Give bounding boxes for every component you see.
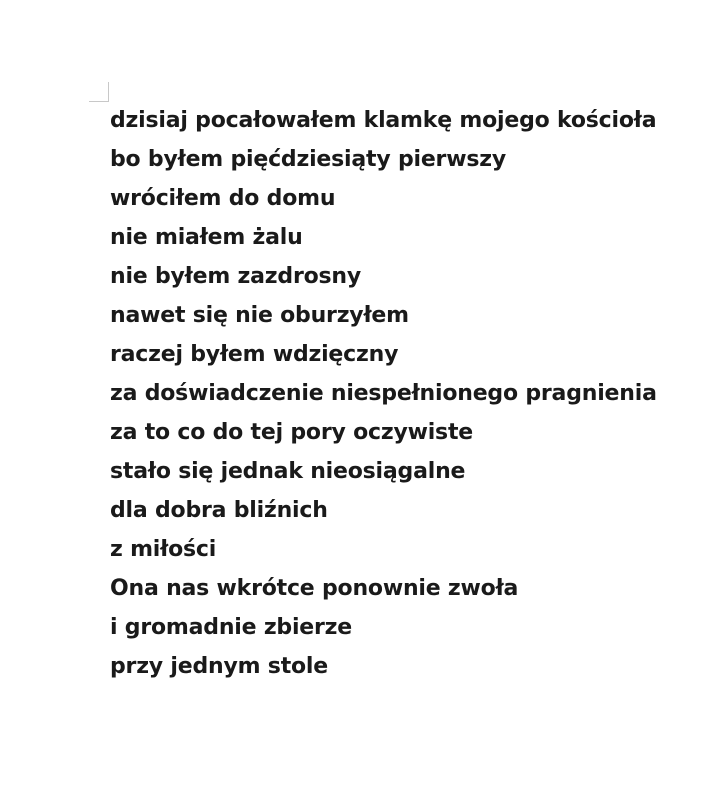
margin-corner-mark — [89, 82, 109, 102]
poem-line: nie byłem zazdrosny — [110, 264, 362, 289]
poem-line: i gromadnie zbierze — [110, 615, 353, 640]
poem-line: nawet się nie oburzyłem — [110, 303, 409, 328]
poem-line: za to co do tej pory oczywiste — [110, 420, 473, 445]
poem-line: przy jednym stole — [110, 654, 328, 679]
poem-line: nie miałem żalu — [110, 225, 303, 250]
poem-body — [110, 101, 657, 686]
poem-line: za doświadczenie niespełnionego pragnienia — [110, 381, 657, 406]
poem-line: z miłości — [110, 537, 217, 562]
poem-line: bo byłem pięćdziesiąty pierwszy — [110, 147, 506, 172]
poem-line: Ona nas wkrótce ponownie zwoła — [110, 576, 519, 601]
poem-line: dla dobra bliźnich — [110, 498, 328, 523]
poem-line: dzisiaj pocałowałem klamkę mojego kościoła — [110, 108, 657, 133]
poem-line: raczej byłem wdzięczny — [110, 342, 399, 367]
poem-line: wróciłem do domu — [110, 186, 336, 211]
poem-line: stało się jednak nieosiągalne — [110, 459, 466, 484]
